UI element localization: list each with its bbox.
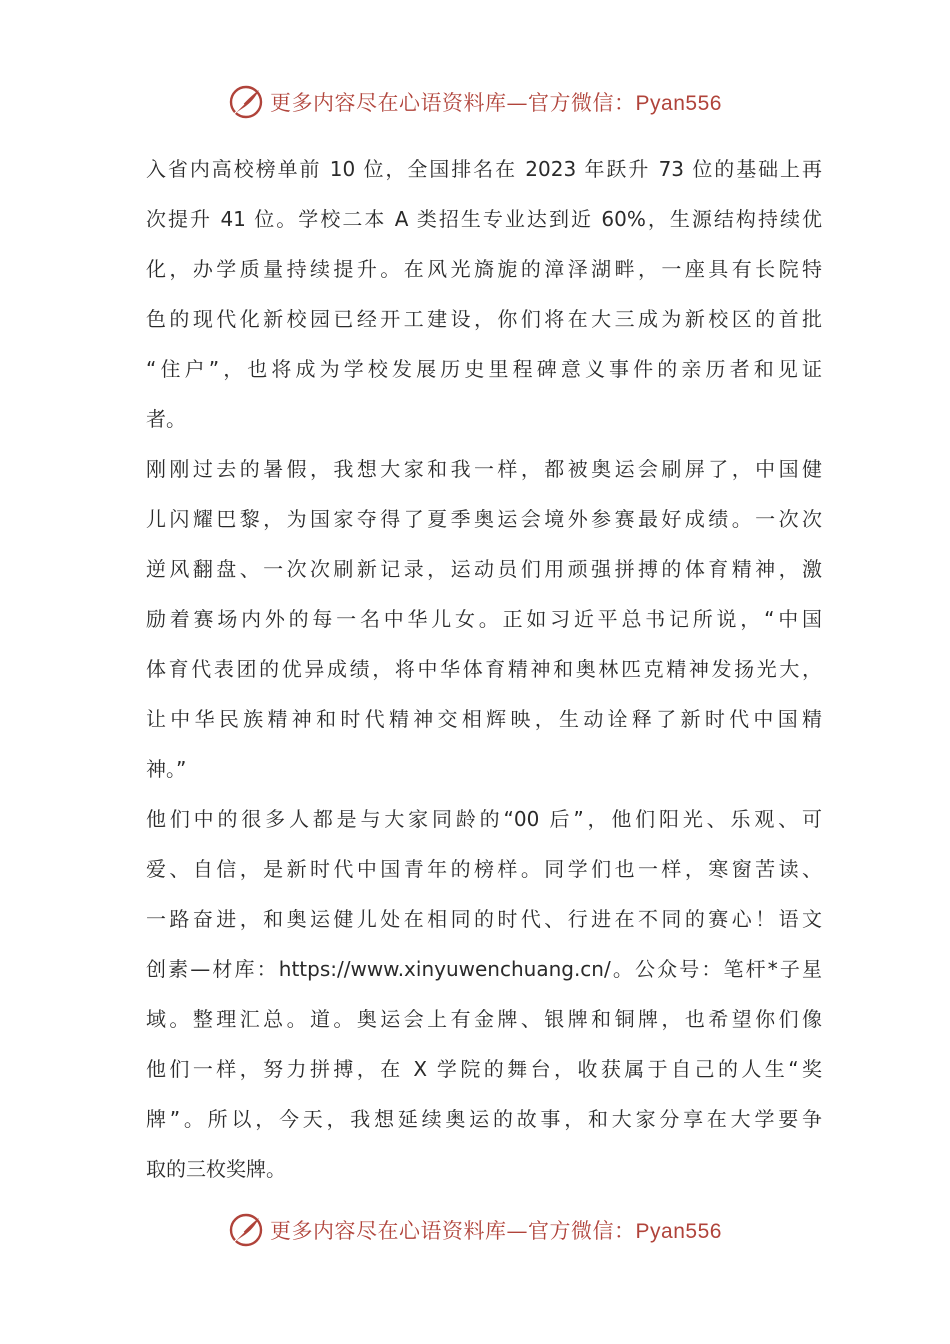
text-line: 域。整理汇总。道。奥运会上有金牌、银牌和铜牌，也希望你们像 — [146, 1007, 822, 1031]
paragraph — [146, 449, 822, 799]
text-line: 创素—材库：https://www.xinyuwenchuang.cn/。公众号：笔杆*子星 — [146, 957, 822, 981]
banner-text — [270, 1215, 722, 1245]
banner-main-text: 更多内容尽在心语资料库—官方微信： — [270, 1219, 636, 1243]
paragraph — [146, 799, 822, 1199]
text-line: 入省内高校榜单前 10 位，全国排名在 2023 年跃升 73 位的基础上再 — [146, 157, 822, 181]
quill-pen-circle-icon — [228, 1212, 264, 1248]
text-line: 体育代表团的优异成绩，将中华体育精神和奥林匹克精神发扬光大， — [146, 657, 822, 681]
text-line: 励着赛场内外的每一名中华儿女。正如习近平总书记所说，“中国 — [146, 607, 822, 631]
text-line: 者。 — [146, 407, 186, 431]
text-line: 神。” — [146, 757, 187, 781]
footer-banner — [0, 1210, 950, 1250]
banner-wechat-id: Pyan556 — [635, 92, 722, 115]
quill-pen-circle-icon — [228, 84, 264, 120]
text-line: 刚刚过去的暑假，我想大家和我一样，都被奥运会刷屏了，中国健 — [146, 457, 822, 481]
text-line: 逆风翻盘、一次次刷新记录，运动员们用顽强拼搏的体育精神，激 — [146, 557, 822, 581]
text-line: 他们一样，努力拼搏，在 X 学院的舞台，收获属于自己的人生“奖 — [146, 1057, 822, 1081]
banner-wechat-id: Pyan556 — [635, 1220, 722, 1243]
text-line: 色的现代化新校园已经开工建设，你们将在大三成为新校区的首批 — [146, 307, 822, 331]
text-line: 取的三枚奖牌。 — [146, 1157, 286, 1181]
text-line: 牌”。所以，今天，我想延续奥运的故事，和大家分享在大学要争 — [146, 1107, 822, 1131]
banner-main-text: 更多内容尽在心语资料库—官方微信： — [270, 91, 636, 115]
document-body — [146, 149, 822, 1199]
text-line: 一路奋进，和奥运健儿处在相同的时代、行进在不同的赛心！语文 — [146, 907, 822, 931]
banner-text — [270, 87, 722, 117]
text-line: 爱、自信，是新时代中国青年的榜样。同学们也一样，寒窗苦读、 — [146, 857, 822, 881]
header-banner — [0, 82, 950, 122]
text-line: 化，办学质量持续提升。在风光旖旎的漳泽湖畔，一座具有长院特 — [146, 257, 822, 281]
text-line: 次提升 41 位。学校二本 A 类招生专业达到近 60%，生源结构持续优 — [146, 207, 822, 231]
paragraph — [146, 149, 822, 449]
text-line: 儿闪耀巴黎，为国家夺得了夏季奥运会境外参赛最好成绩。一次次 — [146, 507, 822, 531]
text-line: 让中华民族精神和时代精神交相辉映，生动诠释了新时代中国精 — [146, 707, 822, 731]
text-line: “住户”，也将成为学校发展历史里程碑意义事件的亲历者和见证 — [146, 357, 822, 381]
text-line: 他们中的很多人都是与大家同龄的“00 后”，他们阳光、乐观、可 — [146, 807, 822, 831]
